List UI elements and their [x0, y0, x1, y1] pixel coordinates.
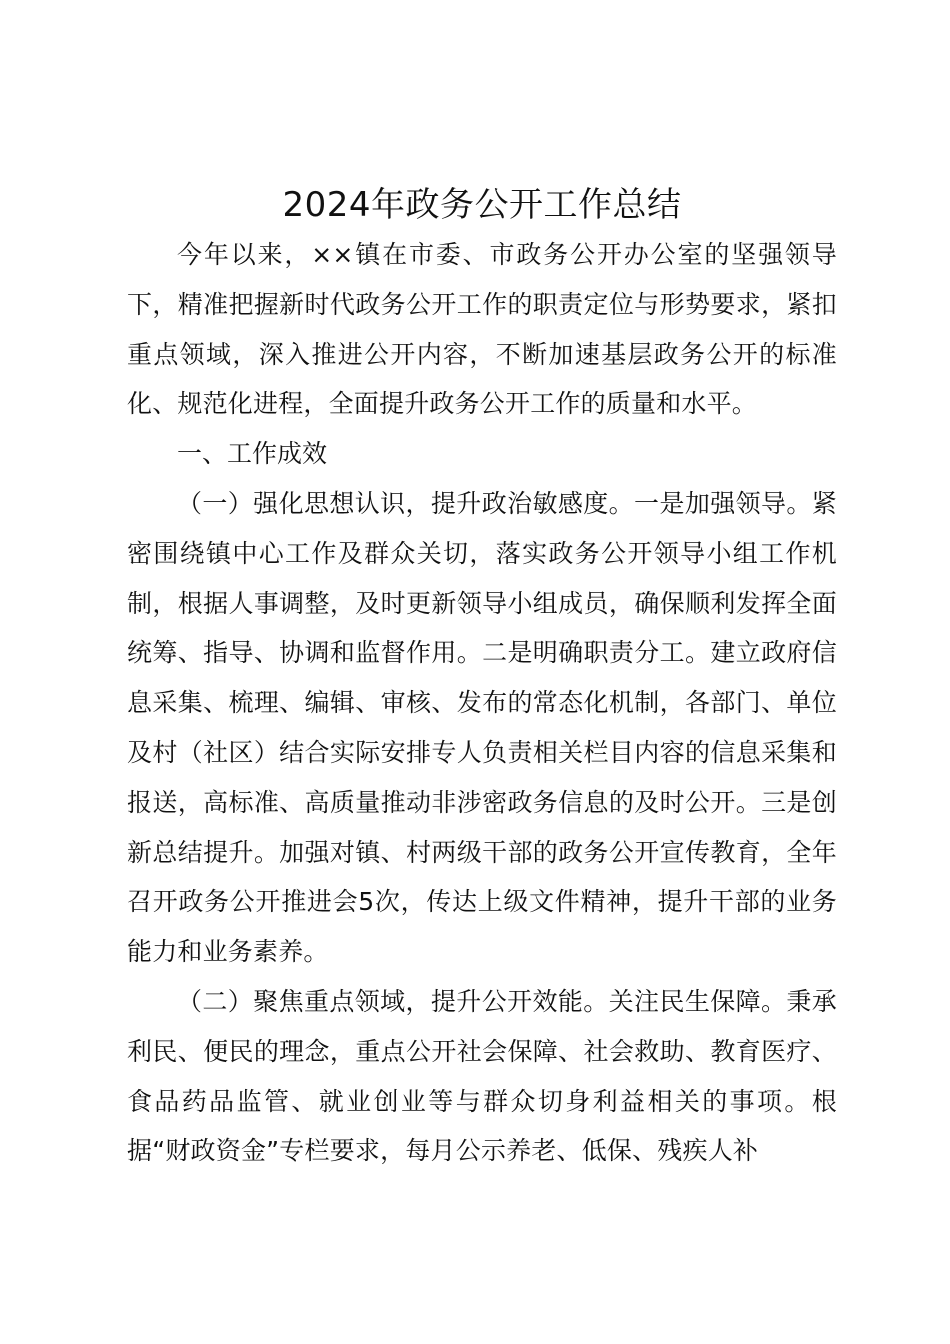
intro-paragraph: 今年以来，××镇在市委、市政务公开办公室的坚强领导下，精准把握新时代政务公开工作的职责定位与形势要求，紧扣重点领域，深入推进公开内容，不断加速基层政务公开的标准化、规范化进程，全面提升政务公开工作的质量和水平。	[127, 240, 837, 419]
body-paragraph-2: （二）聚焦重点领域，提升公开效能。关注民生保障。秉承利民、便民的理念，重点公开社会保障、社会救助、教育医疗、食品药品监管、就业创业等与群众切身利益相关的事项。根据“财政资金”专栏要求，每月公示养老、低保、残疾人补	[127, 986, 837, 1166]
body-paragraph-1: （一）强化思想认识，提升政治敏感度。一是加强领导。紧密围绕镇中心工作及群众关切，落实政务公开领导小组工作机制，根据人事调整，及时更新领导小组成员，确保顺利发挥全面统筹、指导、协调和监督作用。二是明确职责分工。建立政府信息采集、梳理、编辑、审核、发布的常态化机制，各部门、单位及村（社区）结合实际安排专人负责相关栏目内容的信息采集和报送，高标准、高质量推动非涉密政务信息的及时公开。三是创新总结提升。加强对镇、村两级干部的政务公开宣传教育，全年召开政务公开推进会5次，传达上级文件精神，提升干部的业务能力和业务素养。	[127, 488, 837, 967]
section-heading: 一、工作成效	[177, 439, 328, 469]
document-page	[127, 180, 837, 1176]
document-title: 2024年政务公开工作总结	[282, 185, 682, 225]
